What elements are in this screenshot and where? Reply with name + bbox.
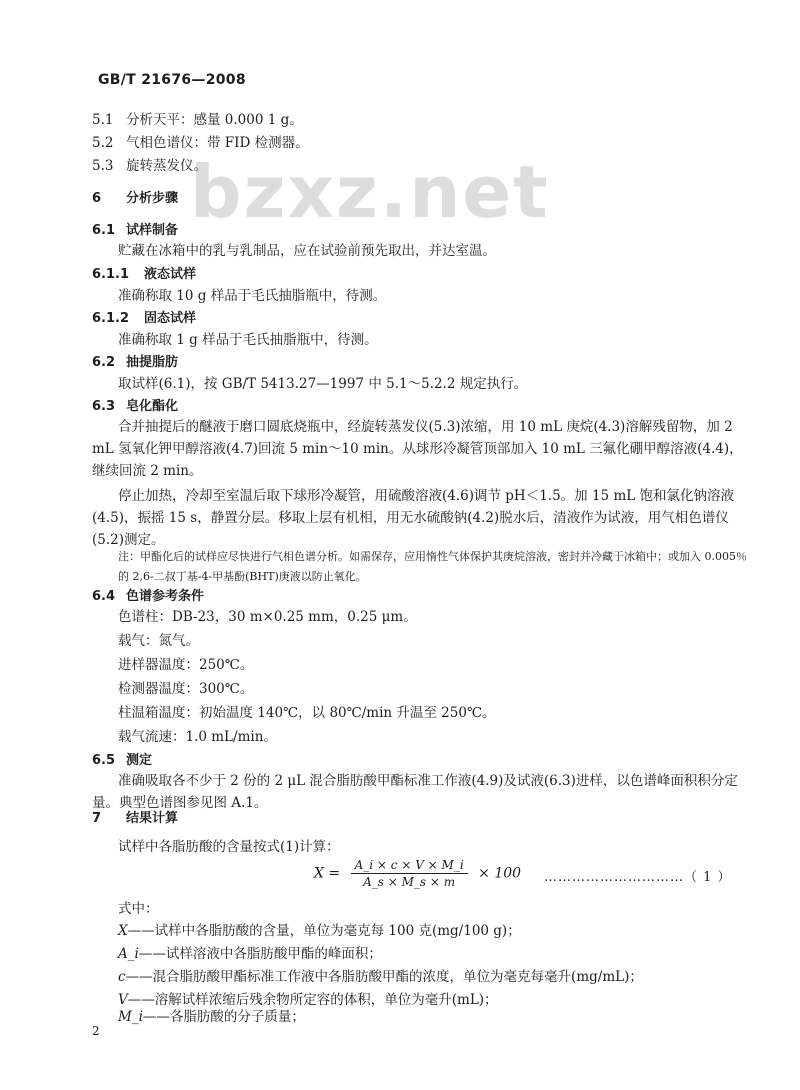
subsection-title: 皂化酯化 xyxy=(126,399,179,414)
paragraph-6-5: 准确吸取各不少于 2 份的 2 μL 混合脂肪酸甲酯标准工作液(4.9)及试液(6.3)进样，以色谱峰面积积分定量。典型色谱图参见图 A.1。 xyxy=(92,773,738,811)
item-text: 气相色谱仪：带 FID 检测器。 xyxy=(126,135,309,151)
item-5-3 xyxy=(92,156,207,176)
variable-definition xyxy=(118,1006,305,1028)
variable-description: ——溶解试样浓缩后残余物所定容的体积，单位为毫升(mL)； xyxy=(127,992,498,1008)
subsection-6-1-heading xyxy=(92,220,178,241)
subsection-number: 6.1.2 xyxy=(92,311,130,326)
section-7-heading xyxy=(92,808,178,829)
formula-factor: × 100 xyxy=(478,865,522,882)
subsection-number: 6.2 xyxy=(92,355,116,370)
variable-definition xyxy=(118,966,643,988)
formula-fraction xyxy=(351,858,468,889)
section-number: 6 xyxy=(92,191,102,206)
paragraph-6-3-b: 停止加热，冷却至室温后取下球形冷凝管，用硫酸溶液(4.6)调节 pH＜1.5。加 15 mL 饱和氯化钠溶液(4.5)，振摇 15 s，静置分层。移取上层有机相，用无水硫酸钠(4.2)脱水后，清液作为试液，用气相色谱仪(5.2)测定。 xyxy=(92,488,734,548)
subsection-title: 抽提脂肪 xyxy=(126,355,179,370)
subsection-number: 6.1.1 xyxy=(92,267,130,282)
variable-definition xyxy=(118,920,521,942)
paragraph-6-1-1: 准确称取 10 g 样品于毛氏抽脂瓶中，待测。 xyxy=(118,288,387,304)
chromatography-condition: 进样器温度：250℃。 xyxy=(118,657,254,673)
subsection-number: 6.4 xyxy=(92,589,116,604)
variable-definition xyxy=(118,943,382,965)
item-text: 旋转蒸发仪。 xyxy=(126,158,207,174)
subsection-number: 6.1 xyxy=(92,223,116,238)
subsection-title: 色谱参考条件 xyxy=(126,589,205,604)
formula-lhs: X = xyxy=(314,865,341,882)
section-title: 结果计算 xyxy=(126,811,179,826)
subsection-6-2-heading xyxy=(92,352,178,373)
item-5-1 xyxy=(92,110,303,130)
variable-description: ——各脂肪酸的分子质量； xyxy=(142,1009,305,1025)
chromatography-condition: 色谱柱：DB-23，30 m×0.25 mm，0.25 μm。 xyxy=(118,609,417,625)
subsection-6-5-heading xyxy=(92,750,152,771)
variable-symbol: V xyxy=(118,992,128,1008)
subsection-6-1-1-heading xyxy=(92,264,196,285)
section-number: 7 xyxy=(92,811,102,826)
paragraph-6-1-2: 准确称取 1 g 样品于毛氏抽脂瓶中，待测。 xyxy=(118,332,378,348)
item-text: 分析天平：感量 0.000 1 g。 xyxy=(126,112,303,128)
variable-symbol: A_i xyxy=(118,946,139,962)
variable-symbol: c xyxy=(118,969,126,985)
item-number: 5.2 xyxy=(92,135,114,151)
chromatography-condition: 载气：氮气。 xyxy=(118,633,199,649)
section-title: 分析步骤 xyxy=(126,191,179,206)
page-number: 2 xyxy=(92,1024,100,1038)
formula-denominator: A_s × M_s × m xyxy=(363,875,456,889)
standard-code: GB/T 21676—2008 xyxy=(98,72,246,88)
item-5-2 xyxy=(92,133,309,153)
subsection-number: 6.5 xyxy=(92,753,116,768)
subsection-title: 固态试样 xyxy=(144,311,197,326)
item-number: 5.1 xyxy=(92,112,114,128)
subsection-6-4-heading xyxy=(92,586,204,607)
subsection-6-1-2-heading xyxy=(92,308,196,329)
chromatography-condition: 柱温箱温度：初始温度 140℃，以 80℃/min 升温至 250℃。 xyxy=(118,705,496,721)
chromatography-condition: 检测器温度：300℃。 xyxy=(118,681,254,697)
equation-number: …………………………（ 1 ） xyxy=(544,870,732,885)
subsection-title: 试样制备 xyxy=(126,223,179,238)
variable-description: ——试样中各脂肪酸的含量，单位为毫克每 100 克(mg/100 g)； xyxy=(127,923,521,939)
variable-symbol: X xyxy=(118,923,128,939)
paragraph-6-1: 贮藏在冰箱中的乳与乳制品，应在试验前预先取出，并达室温。 xyxy=(118,243,496,259)
subsection-title: 测定 xyxy=(126,753,153,768)
variable-description: ——混合脂肪酸甲酯标准工作液中各脂肪酸甲酯的浓度，单位为毫克每毫升(mg/mL)； xyxy=(125,969,643,985)
formula-intro: 试样中各脂肪酸的含量按式(1)计算： xyxy=(118,839,340,855)
where-label: 式中： xyxy=(118,901,159,917)
item-number: 5.3 xyxy=(92,158,114,174)
subsection-6-3-heading xyxy=(92,396,178,417)
variable-description: ——试样溶液中各脂肪酸甲酯的峰面积； xyxy=(138,946,382,962)
chromatography-condition: 载气流速：1.0 mL/min。 xyxy=(118,729,277,745)
subsection-number: 6.3 xyxy=(92,399,116,414)
section-6-heading xyxy=(92,188,178,209)
watermark: bzxz.net xyxy=(190,150,550,234)
variable-symbol: M_i xyxy=(118,1009,143,1025)
note-6-3: 注：甲酯化后的试样应尽快进行气相色谱分析。如需保存，应用惰性气体保护其庚烷溶液，密封并冷藏于冰箱中；或加入 0.005％的 2,6-二叔丁基-4-甲基酚(BHT)庚液以防止氧化。 xyxy=(118,550,747,583)
paragraph-6-2: 取试样(6.1)，按 GB/T 5413.27—1997 中 5.1～5.2.2 规定执行。 xyxy=(118,376,528,392)
formula-numerator: A_i × c × V × M_i xyxy=(351,858,468,874)
paragraph-6-3-a: 合并抽提后的醚液于磨口圆底烧瓶中，经旋转蒸发仪(5.3)浓缩，用 10 mL 庚烷(4.3)溶解残留物，加 2 mL 氢氧化钾甲醇溶液(4.7)回流 5 min～10 min。从球形冷凝管顶部加入 10 mL 三氟化硼甲醇溶液(4.4)，继续回流 2 min。 xyxy=(92,419,743,479)
formula-1 xyxy=(314,858,521,889)
subsection-title: 液态试样 xyxy=(144,267,197,282)
